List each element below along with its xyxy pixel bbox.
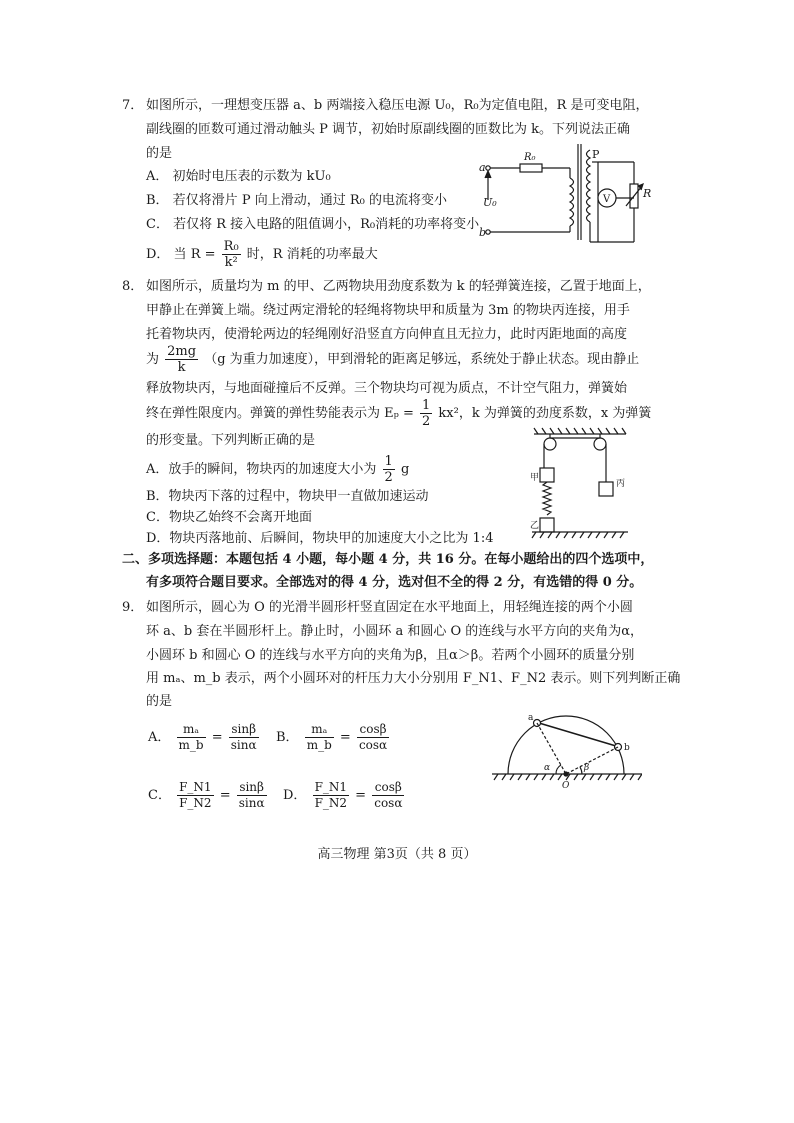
q9-option-c-left-den: F_N2 bbox=[179, 796, 212, 810]
q8-stem-line5: 释放物块丙，与地面碰撞后不反弹。三个物块均可视为质点，不计空气阻力，弹簧始 bbox=[146, 381, 628, 396]
q9-option-a-right-den: sinα bbox=[230, 738, 257, 752]
q7-option-a: A． 初始时电压表的示数为 kU₀ bbox=[146, 169, 331, 184]
q8-height-fraction bbox=[165, 344, 198, 375]
q8-option-a-denominator: 2 bbox=[384, 470, 393, 485]
q9-option-b-left-num: mₐ bbox=[305, 722, 334, 738]
q9-option-c-label: C． bbox=[148, 788, 171, 803]
q9-semicircle-diagram bbox=[492, 712, 642, 792]
q9-fig-label-b: b bbox=[624, 743, 630, 753]
q8-fig-label-jia: 甲 bbox=[530, 473, 540, 483]
q9-stem-line4: 用 mₐ、m_b 表示，两个小圆环对的杆压力大小分别用 F_N1、F_N2 表示。则下列判断正确 bbox=[146, 671, 681, 686]
q7-option-b: B． 若仅将滑片 P 向上滑动，通过 R₀ 的电流将变小 bbox=[146, 193, 447, 208]
q8-stem-line2: 甲静止在弹簧上端。绕过两定滑轮的轻绳将物块甲和质量为 3m 的物块丙连接，用手 bbox=[146, 303, 630, 318]
q7-number: 7． bbox=[122, 98, 144, 113]
q8-fig-label-bing: 丙 bbox=[616, 479, 626, 489]
q9-fig-label-o: O bbox=[562, 781, 570, 791]
q7-option-d-fraction bbox=[222, 239, 241, 270]
q8-option-a-fraction bbox=[383, 454, 395, 485]
q7-fig-label-p: P bbox=[592, 148, 600, 161]
q8-stem-line7: 的形变量。下列判断正确的是 bbox=[146, 433, 316, 448]
q9-option-c-right-fraction bbox=[237, 780, 267, 811]
q9-option-b-right-fraction bbox=[357, 722, 389, 753]
q9-option-a-left-num: mₐ bbox=[177, 722, 206, 738]
q9-fig-label-alpha: α bbox=[544, 763, 551, 773]
q9-option-c-right-num: sinβ bbox=[237, 780, 267, 796]
q8-option-c: C．物块乙始终不会离开地面 bbox=[146, 510, 312, 525]
q7-stem-line3: 的是 bbox=[146, 146, 173, 161]
q7-option-d-suffix: 时，R 消耗的功率最大 bbox=[246, 247, 378, 262]
page-footer: 高三物理 第3页（共 8 页） bbox=[317, 847, 477, 862]
q9-option-b-right-num: cosβ bbox=[357, 722, 389, 738]
q7-option-c: C． 若仅将 R 接入电路的阻值调小，R₀消耗的功率将变小 bbox=[146, 217, 480, 232]
q8-height-denominator: k bbox=[177, 360, 186, 375]
q9-option-b-right-den: cosα bbox=[358, 738, 388, 752]
q9-option-a-label: A． bbox=[148, 730, 171, 745]
q9-option-c-left-fraction bbox=[177, 780, 213, 811]
q8-option-a-numerator: 1 bbox=[384, 454, 393, 469]
q9-option-c: C． $\frac{F\_N1}{F\_N2}$ = $\frac{\sin\beta}{\sin\alpha}$ bbox=[148, 780, 265, 810]
q9-stem-line2: 环 a、b 套在半圆形杆上。静止时，小圆环 a 和圆心 O 的连线与水平方向的夹角为α， bbox=[146, 624, 644, 639]
q9-stem-line1: 如图所示，圆心为 O 的光滑半圆形杆竖直固定在水平地面上，用轻绳连接的两个小圆 bbox=[146, 600, 633, 615]
q8-line4-prefix: 为 bbox=[146, 352, 160, 367]
q8-line6-suffix: kx²，k 为弹簧的劲度系数，x 为弹簧 bbox=[438, 406, 652, 421]
q9-option-a-left-fraction bbox=[177, 722, 206, 753]
q9-option-d-label: D． bbox=[283, 788, 307, 803]
q9-option-d-right-den: cosα bbox=[374, 796, 403, 810]
q7-stem-line1: 如图所示，一理想变压器 a、b 两端接入稳压电源 U₀，R₀为定值电阻，R 是可变电阻， bbox=[146, 98, 649, 113]
q8-option-a bbox=[146, 454, 409, 485]
q7-fig-label-v: V bbox=[603, 194, 611, 205]
q9-fig-label-a: a bbox=[528, 713, 534, 723]
q7-transformer-diagram bbox=[474, 140, 654, 250]
q8-line6-prefix: 终在弹性限度内。弹簧的弹性势能表示为 Eₚ = bbox=[146, 406, 414, 421]
q9-option-b-left-den: m_b bbox=[306, 738, 332, 752]
q8-energy-fraction bbox=[420, 398, 432, 429]
q9-option-d-left-num: F_N1 bbox=[314, 780, 348, 794]
q8-option-a-suffix: g bbox=[400, 462, 410, 477]
q9-option-d-left-fraction bbox=[313, 780, 349, 811]
q9-option-b: B． $\frac{\text{mₐ}}{m\_b}$ = $\frac{\cos\beta}{\cos\alpha}$ bbox=[276, 722, 388, 752]
q9-option-d-right-fraction bbox=[372, 780, 404, 811]
q7-option-d-denominator: k² bbox=[224, 255, 238, 270]
q9-option-a-right-fraction bbox=[229, 722, 259, 753]
q9-number: 9． bbox=[122, 600, 144, 615]
q8-energy-denominator: 2 bbox=[422, 414, 431, 429]
q9-option-b-left-fraction bbox=[305, 722, 334, 753]
q8-pulley-diagram bbox=[530, 424, 630, 544]
q9-option-d-right-num: cosβ bbox=[372, 780, 404, 796]
q9-option-a: A． $\frac{\text{mₐ}}{m\_b}$ = $\frac{\sin\beta}{\sin\alpha}$ bbox=[148, 722, 257, 752]
q7-fig-label-a: a bbox=[479, 161, 486, 174]
q8-stem-line3: 托着物块丙，使滑轮两边的轻绳刚好沿竖直方向伸直且无拉力，此时丙距地面的高度 bbox=[146, 327, 628, 342]
q8-energy-numerator: 1 bbox=[422, 398, 431, 413]
q7-fig-label-r: R bbox=[643, 187, 652, 200]
q8-height-numerator: 2mg bbox=[167, 344, 197, 359]
q8-option-b: B．物块丙下落的过程中，物块甲一直做加速运动 bbox=[146, 489, 429, 504]
q7-fig-label-b: b bbox=[479, 226, 487, 239]
q8-number: 8． bbox=[122, 279, 144, 294]
q7-option-d bbox=[146, 239, 378, 270]
q8-option-d: D．物块丙落地前、后瞬间，物块甲的加速度大小之比为 1:4 bbox=[146, 531, 494, 546]
q9-fig-label-beta: β bbox=[584, 763, 590, 773]
q7-option-d-prefix: D． 当 R = bbox=[146, 247, 216, 262]
section2-heading-line1: 二、多项选择题：本题包括 4 小题，每小题 4 分，共 16 分。在每小题给出的四个选项中， bbox=[122, 552, 654, 567]
q9-option-c-right-den: sinα bbox=[238, 796, 265, 810]
q9-option-c-left-num: F_N1 bbox=[179, 780, 212, 794]
q9-option-a-left-den: m_b bbox=[178, 738, 204, 752]
q9-stem-line3: 小圆环 b 和圆心 O 的连线与水平方向的夹角为β，且α＞β。若两个小圆环的质量分别 bbox=[146, 648, 635, 663]
q9-option-a-right-num: sinβ bbox=[229, 722, 259, 738]
q9-option-d: D． $\frac{F\_N1}{F\_N2}$ = $\frac{\cos\beta}{\cos\alpha}$ bbox=[283, 780, 403, 810]
q8-stem-line1: 如图所示，质量均为 m 的甲、乙两物块用劲度系数为 k 的轻弹簧连接，乙置于地面上， bbox=[146, 279, 651, 294]
q7-fig-label-r0: R₀ bbox=[524, 152, 536, 163]
q8-stem-line4 bbox=[146, 344, 639, 375]
q7-fig-label-u0: U₀ bbox=[483, 196, 497, 209]
section2-heading-line2: 有多项符合题目要求。全部选对的得 4 分，选对但不全的得 2 分，有选错的得 0 分。 bbox=[146, 575, 643, 590]
q8-fig-label-yi: 乙 bbox=[530, 521, 540, 531]
q9-stem-line5: 的是 bbox=[146, 694, 173, 709]
q7-option-d-numerator: R₀ bbox=[223, 239, 239, 254]
q8-line4-suffix: （g 为重力加速度），甲到滑轮的距离足够远，系统处于静止状态。现由静止 bbox=[204, 352, 640, 367]
q8-option-a-prefix: A．放手的瞬间，物块丙的加速度大小为 bbox=[146, 462, 377, 477]
q9-option-b-label: B． bbox=[276, 730, 299, 745]
q7-stem-line2: 副线圈的匝数可通过滑动触头 P 调节，初始时原副线圈的匝数比为 k。下列说法正确 bbox=[146, 122, 631, 137]
q9-option-d-left-den: F_N2 bbox=[314, 796, 348, 810]
